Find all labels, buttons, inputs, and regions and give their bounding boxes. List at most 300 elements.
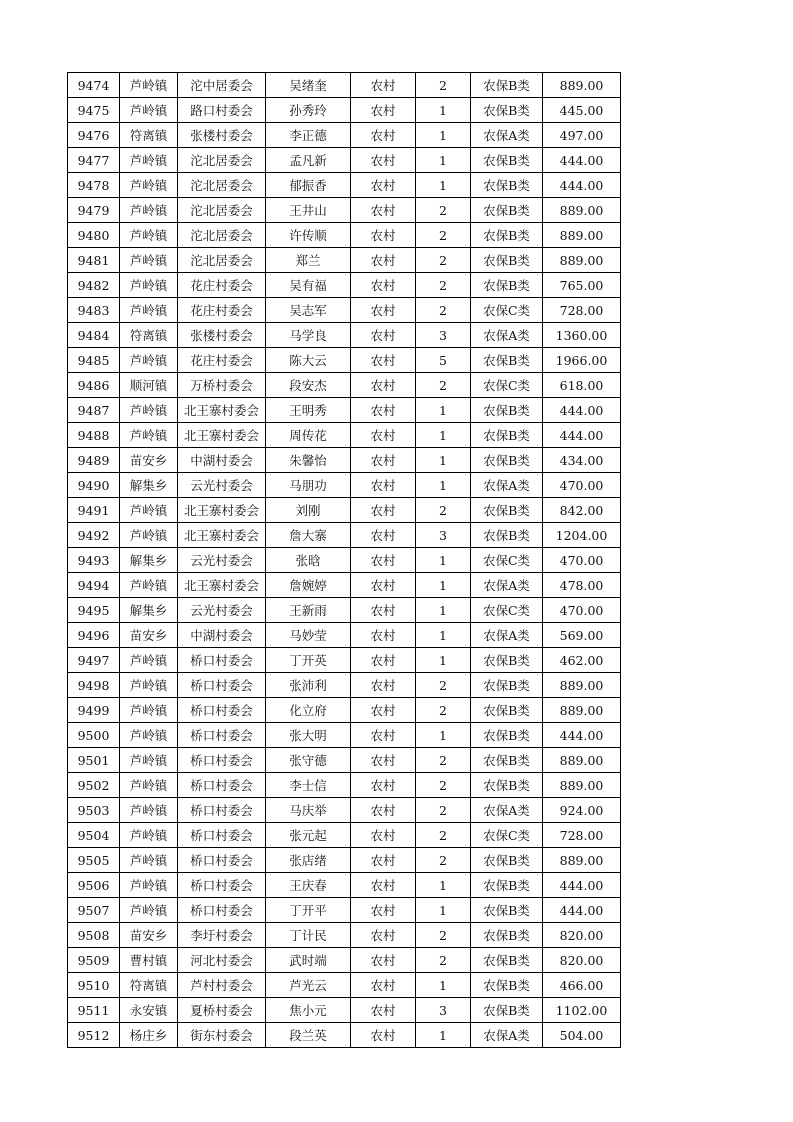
household-size-cell: 5 (416, 348, 471, 373)
table-row (68, 173, 621, 198)
household-size-cell: 2 (416, 923, 471, 948)
village-committee-cell: 桥口村委会 (178, 823, 266, 848)
row-number-cell: 9510 (68, 973, 120, 998)
town-cell: 芦岭镇 (120, 223, 178, 248)
village-committee-cell: 沱北居委会 (178, 198, 266, 223)
household-size-cell: 2 (416, 248, 471, 273)
town-cell: 芦岭镇 (120, 773, 178, 798)
table-row (68, 598, 621, 623)
amount-cell: 889.00 (543, 773, 621, 798)
amount-cell: 504.00 (543, 1023, 621, 1048)
village-committee-cell: 沱北居委会 (178, 223, 266, 248)
household-size-cell: 3 (416, 998, 471, 1023)
area-type-cell: 农村 (351, 673, 416, 698)
table-row (68, 298, 621, 323)
town-cell: 芦岭镇 (120, 148, 178, 173)
row-number-cell: 9492 (68, 523, 120, 548)
town-cell: 解集乡 (120, 473, 178, 498)
area-type-cell: 农村 (351, 373, 416, 398)
table-row (68, 898, 621, 923)
row-number-cell: 9499 (68, 698, 120, 723)
row-number-cell: 9508 (68, 923, 120, 948)
town-cell: 芦岭镇 (120, 423, 178, 448)
amount-cell: 1102.00 (543, 998, 621, 1023)
area-type-cell: 农村 (351, 423, 416, 448)
name-cell: 马庆举 (266, 798, 351, 823)
household-size-cell: 2 (416, 798, 471, 823)
name-cell: 王新雨 (266, 598, 351, 623)
name-cell: 詹大寨 (266, 523, 351, 548)
household-size-cell: 2 (416, 673, 471, 698)
village-committee-cell: 路口村委会 (178, 98, 266, 123)
area-type-cell: 农村 (351, 848, 416, 873)
name-cell: 张店绪 (266, 848, 351, 873)
name-cell: 孟凡新 (266, 148, 351, 173)
area-type-cell: 农村 (351, 473, 416, 498)
name-cell: 化立府 (266, 698, 351, 723)
table-row (68, 648, 621, 673)
table-row (68, 548, 621, 573)
village-committee-cell: 桥口村委会 (178, 773, 266, 798)
amount-cell: 478.00 (543, 573, 621, 598)
table-row (68, 223, 621, 248)
household-size-cell: 1 (416, 598, 471, 623)
village-committee-cell: 云光村委会 (178, 548, 266, 573)
name-cell: 郑兰 (266, 248, 351, 273)
area-type-cell: 农村 (351, 273, 416, 298)
amount-cell: 728.00 (543, 298, 621, 323)
name-cell: 李士信 (266, 773, 351, 798)
amount-cell: 889.00 (543, 673, 621, 698)
village-committee-cell: 桥口村委会 (178, 873, 266, 898)
area-type-cell: 农村 (351, 898, 416, 923)
name-cell: 朱馨怡 (266, 448, 351, 473)
village-committee-cell: 北王寨村委会 (178, 523, 266, 548)
town-cell: 符离镇 (120, 323, 178, 348)
row-number-cell: 9480 (68, 223, 120, 248)
name-cell: 丁开英 (266, 648, 351, 673)
amount-cell: 444.00 (543, 873, 621, 898)
table-row (68, 423, 621, 448)
table-row (68, 98, 621, 123)
category-cell: 农保B类 (471, 698, 543, 723)
village-committee-cell: 万桥村委会 (178, 373, 266, 398)
table-row (68, 773, 621, 798)
town-cell: 符离镇 (120, 123, 178, 148)
area-type-cell: 农村 (351, 573, 416, 598)
name-cell: 马妙莹 (266, 623, 351, 648)
area-type-cell: 农村 (351, 748, 416, 773)
table-row (68, 398, 621, 423)
category-cell: 农保A类 (471, 473, 543, 498)
amount-cell: 889.00 (543, 223, 621, 248)
name-cell: 陈大云 (266, 348, 351, 373)
name-cell: 焦小元 (266, 998, 351, 1023)
household-size-cell: 1 (416, 648, 471, 673)
table-row (68, 823, 621, 848)
row-number-cell: 9486 (68, 373, 120, 398)
area-type-cell: 农村 (351, 698, 416, 723)
village-committee-cell: 沱北居委会 (178, 148, 266, 173)
village-committee-cell: 中湖村委会 (178, 623, 266, 648)
village-committee-cell: 花庄村委会 (178, 348, 266, 373)
village-committee-cell: 北王寨村委会 (178, 423, 266, 448)
household-size-cell: 1 (416, 898, 471, 923)
category-cell: 农保B类 (471, 223, 543, 248)
category-cell: 农保B类 (471, 673, 543, 698)
town-cell: 苗安乡 (120, 923, 178, 948)
category-cell: 农保B类 (471, 448, 543, 473)
household-size-cell: 1 (416, 448, 471, 473)
table-row (68, 348, 621, 373)
table-row (68, 198, 621, 223)
category-cell: 农保B类 (471, 148, 543, 173)
village-committee-cell: 花庄村委会 (178, 298, 266, 323)
town-cell: 芦岭镇 (120, 248, 178, 273)
name-cell: 吴有福 (266, 273, 351, 298)
amount-cell: 569.00 (543, 623, 621, 648)
row-number-cell: 9506 (68, 873, 120, 898)
amount-cell: 728.00 (543, 823, 621, 848)
village-committee-cell: 桥口村委会 (178, 898, 266, 923)
category-cell: 农保B类 (471, 873, 543, 898)
allowance-table (67, 72, 621, 1048)
town-cell: 芦岭镇 (120, 523, 178, 548)
household-size-cell: 1 (416, 573, 471, 598)
village-committee-cell: 桥口村委会 (178, 848, 266, 873)
area-type-cell: 农村 (351, 523, 416, 548)
name-cell: 武时端 (266, 948, 351, 973)
area-type-cell: 农村 (351, 123, 416, 148)
category-cell: 农保B类 (471, 923, 543, 948)
amount-cell: 1966.00 (543, 348, 621, 373)
area-type-cell: 农村 (351, 623, 416, 648)
name-cell: 郁振香 (266, 173, 351, 198)
area-type-cell: 农村 (351, 598, 416, 623)
household-size-cell: 1 (416, 1023, 471, 1048)
amount-cell: 924.00 (543, 798, 621, 823)
town-cell: 芦岭镇 (120, 848, 178, 873)
table-row (68, 948, 621, 973)
household-size-cell: 2 (416, 748, 471, 773)
name-cell: 许传顺 (266, 223, 351, 248)
household-size-cell: 3 (416, 323, 471, 348)
table-row (68, 1023, 621, 1048)
row-number-cell: 9507 (68, 898, 120, 923)
category-cell: 农保C类 (471, 823, 543, 848)
name-cell: 马朋功 (266, 473, 351, 498)
name-cell: 王井山 (266, 198, 351, 223)
town-cell: 顺河镇 (120, 373, 178, 398)
area-type-cell: 农村 (351, 998, 416, 1023)
village-committee-cell: 李圩村委会 (178, 923, 266, 948)
category-cell: 农保C类 (471, 598, 543, 623)
household-size-cell: 2 (416, 698, 471, 723)
row-number-cell: 9488 (68, 423, 120, 448)
village-committee-cell: 北王寨村委会 (178, 573, 266, 598)
amount-cell: 889.00 (543, 698, 621, 723)
table-row (68, 673, 621, 698)
category-cell: 农保B类 (471, 273, 543, 298)
table-row (68, 723, 621, 748)
row-number-cell: 9477 (68, 148, 120, 173)
category-cell: 农保B类 (471, 948, 543, 973)
town-cell: 芦岭镇 (120, 798, 178, 823)
name-cell: 刘刚 (266, 498, 351, 523)
row-number-cell: 9487 (68, 398, 120, 423)
table-row (68, 148, 621, 173)
row-number-cell: 9504 (68, 823, 120, 848)
town-cell: 芦岭镇 (120, 73, 178, 98)
area-type-cell: 农村 (351, 173, 416, 198)
table-row (68, 798, 621, 823)
amount-cell: 765.00 (543, 273, 621, 298)
household-size-cell: 1 (416, 723, 471, 748)
town-cell: 芦岭镇 (120, 348, 178, 373)
household-size-cell: 1 (416, 98, 471, 123)
area-type-cell: 农村 (351, 923, 416, 948)
village-committee-cell: 街东村委会 (178, 1023, 266, 1048)
row-number-cell: 9501 (68, 748, 120, 773)
town-cell: 永安镇 (120, 998, 178, 1023)
village-committee-cell: 桥口村委会 (178, 723, 266, 748)
row-number-cell: 9494 (68, 573, 120, 598)
category-cell: 农保B类 (471, 423, 543, 448)
table-row (68, 323, 621, 348)
row-number-cell: 9511 (68, 998, 120, 1023)
household-size-cell: 2 (416, 198, 471, 223)
amount-cell: 470.00 (543, 473, 621, 498)
amount-cell: 889.00 (543, 198, 621, 223)
row-number-cell: 9482 (68, 273, 120, 298)
table-row (68, 973, 621, 998)
category-cell: 农保B类 (471, 398, 543, 423)
category-cell: 农保B类 (471, 173, 543, 198)
village-committee-cell: 桥口村委会 (178, 648, 266, 673)
amount-cell: 820.00 (543, 948, 621, 973)
town-cell: 芦岭镇 (120, 573, 178, 598)
village-committee-cell: 河北村委会 (178, 948, 266, 973)
area-type-cell: 农村 (351, 348, 416, 373)
area-type-cell: 农村 (351, 773, 416, 798)
row-number-cell: 9479 (68, 198, 120, 223)
name-cell: 张晗 (266, 548, 351, 573)
household-size-cell: 2 (416, 823, 471, 848)
category-cell: 农保B类 (471, 973, 543, 998)
town-cell: 芦岭镇 (120, 898, 178, 923)
household-size-cell: 1 (416, 873, 471, 898)
village-committee-cell: 沱中居委会 (178, 73, 266, 98)
town-cell: 芦岭镇 (120, 648, 178, 673)
town-cell: 芦岭镇 (120, 298, 178, 323)
table-row (68, 248, 621, 273)
household-size-cell: 2 (416, 498, 471, 523)
table-row (68, 498, 621, 523)
household-size-cell: 1 (416, 973, 471, 998)
village-committee-cell: 云光村委会 (178, 598, 266, 623)
household-size-cell: 1 (416, 623, 471, 648)
area-type-cell: 农村 (351, 248, 416, 273)
row-number-cell: 9481 (68, 248, 120, 273)
name-cell: 张守德 (266, 748, 351, 773)
category-cell: 农保C类 (471, 548, 543, 573)
table-row (68, 623, 621, 648)
amount-cell: 444.00 (543, 723, 621, 748)
name-cell: 吴志军 (266, 298, 351, 323)
amount-cell: 444.00 (543, 898, 621, 923)
row-number-cell: 9484 (68, 323, 120, 348)
amount-cell: 466.00 (543, 973, 621, 998)
amount-cell: 820.00 (543, 923, 621, 948)
amount-cell: 889.00 (543, 73, 621, 98)
row-number-cell: 9490 (68, 473, 120, 498)
category-cell: 农保C类 (471, 298, 543, 323)
village-committee-cell: 中湖村委会 (178, 448, 266, 473)
category-cell: 农保B类 (471, 998, 543, 1023)
table-row (68, 448, 621, 473)
table-row (68, 273, 621, 298)
town-cell: 苗安乡 (120, 623, 178, 648)
category-cell: 农保A类 (471, 623, 543, 648)
category-cell: 农保B类 (471, 498, 543, 523)
row-number-cell: 9491 (68, 498, 120, 523)
household-size-cell: 2 (416, 273, 471, 298)
name-cell: 丁开平 (266, 898, 351, 923)
category-cell: 农保A类 (471, 573, 543, 598)
village-committee-cell: 芦村村委会 (178, 973, 266, 998)
town-cell: 解集乡 (120, 598, 178, 623)
category-cell: 农保A类 (471, 798, 543, 823)
row-number-cell: 9478 (68, 173, 120, 198)
category-cell: 农保B类 (471, 748, 543, 773)
row-number-cell: 9502 (68, 773, 120, 798)
village-committee-cell: 夏桥村委会 (178, 998, 266, 1023)
area-type-cell: 农村 (351, 73, 416, 98)
table-row (68, 73, 621, 98)
row-number-cell: 9474 (68, 73, 120, 98)
village-committee-cell: 桥口村委会 (178, 673, 266, 698)
area-type-cell: 农村 (351, 548, 416, 573)
category-cell: 农保B类 (471, 648, 543, 673)
village-committee-cell: 云光村委会 (178, 473, 266, 498)
category-cell: 农保C类 (471, 373, 543, 398)
town-cell: 芦岭镇 (120, 398, 178, 423)
amount-cell: 497.00 (543, 123, 621, 148)
village-committee-cell: 桥口村委会 (178, 798, 266, 823)
table-row (68, 473, 621, 498)
table-row (68, 123, 621, 148)
household-size-cell: 1 (416, 173, 471, 198)
row-number-cell: 9500 (68, 723, 120, 748)
row-number-cell: 9505 (68, 848, 120, 873)
town-cell: 芦岭镇 (120, 873, 178, 898)
row-number-cell: 9495 (68, 598, 120, 623)
row-number-cell: 9509 (68, 948, 120, 973)
town-cell: 芦岭镇 (120, 673, 178, 698)
name-cell: 段安杰 (266, 373, 351, 398)
table-row (68, 748, 621, 773)
category-cell: 农保B类 (471, 723, 543, 748)
row-number-cell: 9483 (68, 298, 120, 323)
town-cell: 解集乡 (120, 548, 178, 573)
village-committee-cell: 张楼村委会 (178, 123, 266, 148)
amount-cell: 445.00 (543, 98, 621, 123)
town-cell: 芦岭镇 (120, 173, 178, 198)
row-number-cell: 9496 (68, 623, 120, 648)
table-row (68, 573, 621, 598)
amount-cell: 462.00 (543, 648, 621, 673)
name-cell: 詹婉婷 (266, 573, 351, 598)
town-cell: 芦岭镇 (120, 698, 178, 723)
amount-cell: 1204.00 (543, 523, 621, 548)
household-size-cell: 3 (416, 523, 471, 548)
amount-cell: 444.00 (543, 173, 621, 198)
area-type-cell: 农村 (351, 1023, 416, 1048)
category-cell: 农保A类 (471, 123, 543, 148)
area-type-cell: 农村 (351, 723, 416, 748)
village-committee-cell: 桥口村委会 (178, 698, 266, 723)
row-number-cell: 9493 (68, 548, 120, 573)
amount-cell: 889.00 (543, 848, 621, 873)
table-body (68, 73, 621, 1048)
household-size-cell: 2 (416, 223, 471, 248)
category-cell: 农保B类 (471, 348, 543, 373)
amount-cell: 444.00 (543, 423, 621, 448)
category-cell: 农保A类 (471, 323, 543, 348)
household-size-cell: 2 (416, 773, 471, 798)
village-committee-cell: 花庄村委会 (178, 273, 266, 298)
town-cell: 芦岭镇 (120, 273, 178, 298)
village-committee-cell: 沱北居委会 (178, 248, 266, 273)
amount-cell: 470.00 (543, 598, 621, 623)
table-row (68, 923, 621, 948)
row-number-cell: 9503 (68, 798, 120, 823)
town-cell: 曹村镇 (120, 948, 178, 973)
category-cell: 农保B类 (471, 523, 543, 548)
household-size-cell: 2 (416, 948, 471, 973)
town-cell: 芦岭镇 (120, 723, 178, 748)
row-number-cell: 9512 (68, 1023, 120, 1048)
table-row (68, 848, 621, 873)
town-cell: 芦岭镇 (120, 198, 178, 223)
name-cell: 马学良 (266, 323, 351, 348)
area-type-cell: 农村 (351, 98, 416, 123)
area-type-cell: 农村 (351, 198, 416, 223)
area-type-cell: 农村 (351, 448, 416, 473)
row-number-cell: 9497 (68, 648, 120, 673)
household-size-cell: 2 (416, 298, 471, 323)
area-type-cell: 农村 (351, 498, 416, 523)
area-type-cell: 农村 (351, 973, 416, 998)
category-cell: 农保B类 (471, 248, 543, 273)
town-cell: 芦岭镇 (120, 748, 178, 773)
household-size-cell: 2 (416, 73, 471, 98)
area-type-cell: 农村 (351, 223, 416, 248)
amount-cell: 889.00 (543, 248, 621, 273)
name-cell: 丁计民 (266, 923, 351, 948)
village-committee-cell: 北王寨村委会 (178, 398, 266, 423)
category-cell: 农保B类 (471, 848, 543, 873)
name-cell: 孙秀玲 (266, 98, 351, 123)
amount-cell: 889.00 (543, 748, 621, 773)
town-cell: 芦岭镇 (120, 98, 178, 123)
area-type-cell: 农村 (351, 648, 416, 673)
name-cell: 吴绪奎 (266, 73, 351, 98)
row-number-cell: 9485 (68, 348, 120, 373)
household-size-cell: 1 (416, 548, 471, 573)
town-cell: 杨庄乡 (120, 1023, 178, 1048)
town-cell: 芦岭镇 (120, 498, 178, 523)
